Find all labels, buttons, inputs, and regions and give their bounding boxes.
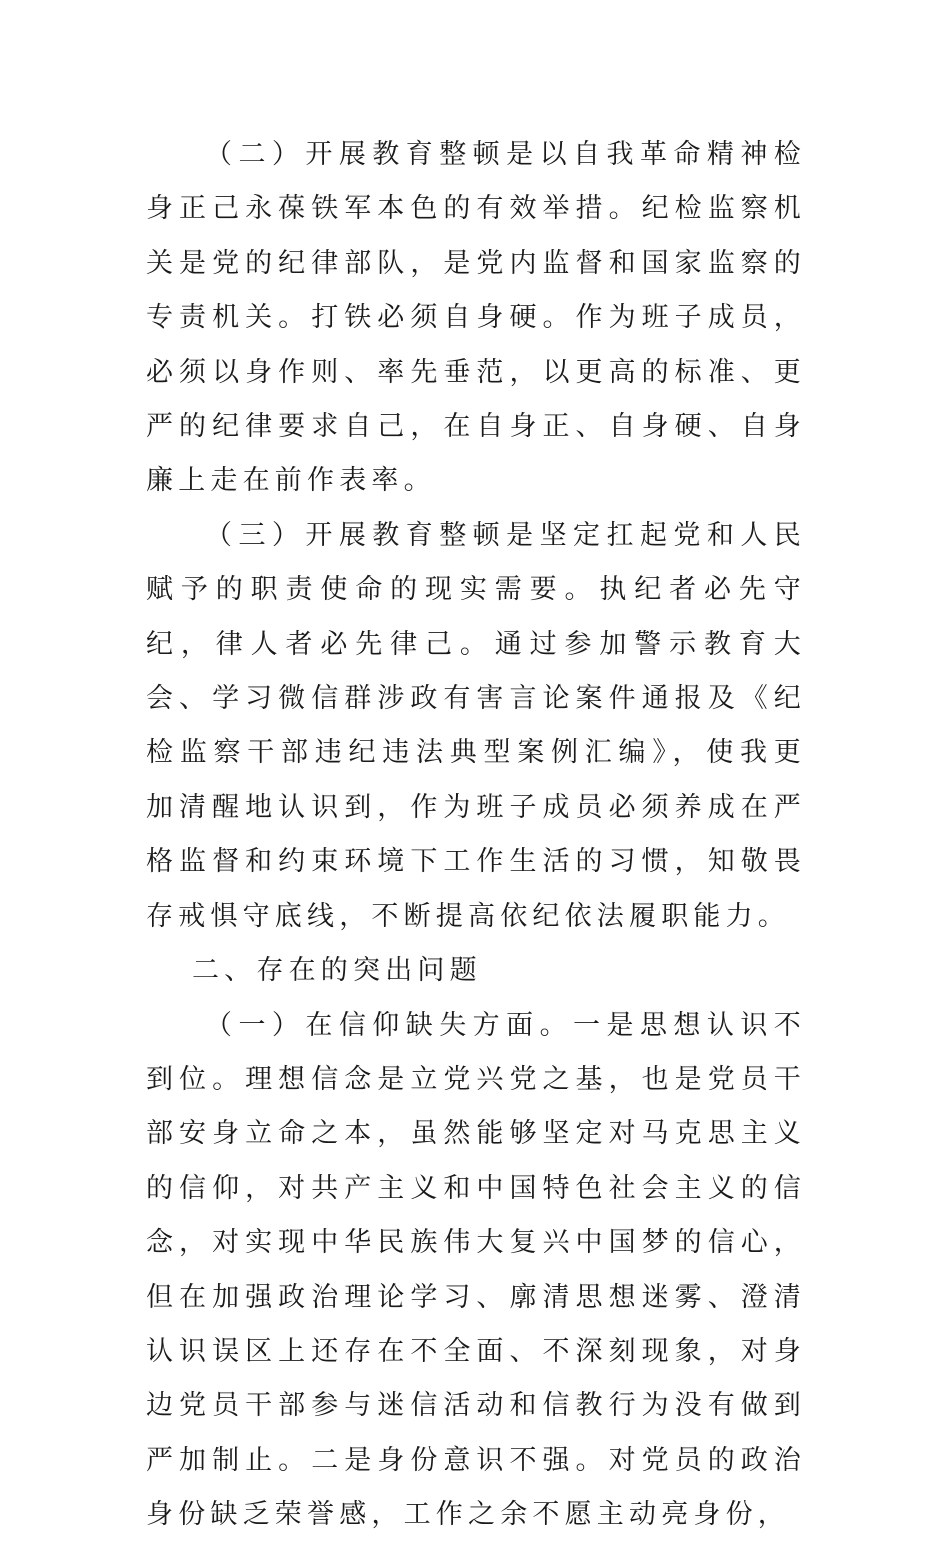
paragraph-section-2-1: （一）在信仰缺失方面。一是思想认识不到位。理想信念是立党兴党之基，也是党员干部安身立命之本，虽然能够坚定对马克思主义的信仰，对共产主义和中国特色社会主义的信念，对实现中华民族伟大复兴中国梦的信心，但在加强政治理论学习、廓清思想迷雾、澄清认识误区上还存在不全面、不深刻现象，对身边党员干部参与迷信活动和信教行为没有做到严加制止。二是身份意识不强。对党员的政治身份缺乏荣誉感，工作之余不愿主动亮身份， (146, 1009, 806, 1531)
paragraph-section-1-2: （二）开展教育整顿是以自我革命精神检身正己永葆铁军本色的有效举措。纪检监察机关是党的纪律部队，是党内监督和国家监察的专责机关。打铁必须自身硬。作为班子成员，必须以身作则、率先垂范，以更高的标准、更严的纪律要求自己，在自身正、自身硬、自身廉上走在前作表率。 (146, 139, 806, 497)
section-heading-2: 二、存在的突出问题 (192, 955, 482, 987)
paragraph-section-1-3: （三）开展教育整顿是坚定扛起党和人民赋予的职责使命的现实需要。执纪者必先守纪，律人者必先律己。通过参加警示教育大会、学习微信群涉政有害言论案件通报及《纪检监察干部违纪违法典型案例汇编》，使我更加清醒地认识到，作为班子成员必须养成在严格监督和约束环境下工作生活的习惯，知敬畏存戒惧守底线，不断提高依纪依法履职能力。 (146, 519, 806, 932)
document-body (146, 128, 806, 1543)
